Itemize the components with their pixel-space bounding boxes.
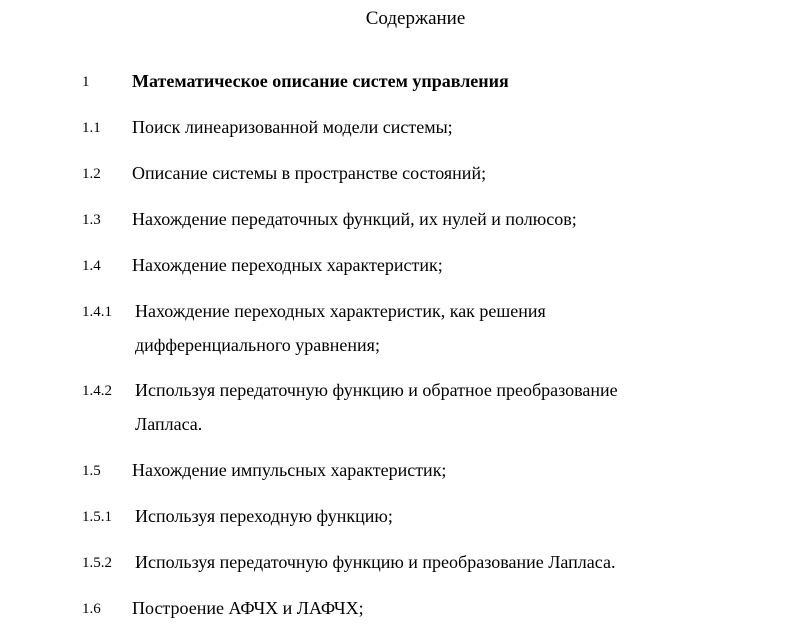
toc-entry-text-line-2: Лапласа. bbox=[135, 414, 203, 434]
toc-entry-number: 1.4.1 bbox=[82, 304, 112, 320]
toc-entry-text: Нахождение переходных характеристик; bbox=[132, 255, 443, 275]
toc-entry-text: Используя передаточную функцию и преобразование Лапласа. bbox=[135, 552, 616, 572]
toc-entry-text-line-1: Нахождение переходных характеристик, как решения bbox=[135, 301, 546, 321]
toc-entry-text: Поиск линеаризованной модели системы; bbox=[132, 117, 453, 137]
toc-entry-number: 1.3 bbox=[82, 212, 101, 228]
toc-entry-text bbox=[135, 294, 546, 362]
toc-entry-text: Построение АФЧХ и ЛАФЧХ; bbox=[132, 598, 364, 618]
toc-entry-number: 1.2 bbox=[82, 166, 101, 182]
toc-title: Содержание bbox=[365, 8, 466, 29]
toc-entry-number: 1.5.2 bbox=[82, 555, 112, 571]
toc-entry-text: Используя переходную функцию; bbox=[135, 506, 393, 526]
toc-entry-number: 1.4 bbox=[82, 258, 101, 274]
toc-entry-text bbox=[135, 373, 618, 441]
toc-entry-number: 1.5 bbox=[82, 463, 101, 479]
toc-entry-text: Нахождение импульсных характеристик; bbox=[132, 460, 447, 480]
toc-entry-text: Описание системы в пространстве состояний; bbox=[132, 163, 487, 183]
toc-entry-text-line-2: дифференциального уравнения; bbox=[135, 335, 380, 355]
toc-entry-number: 1.1 bbox=[82, 120, 101, 136]
toc-entry-number: 1.4.2 bbox=[82, 383, 112, 399]
toc-entry-text-line-1: Используя передаточную функцию и обратное преобразование bbox=[135, 380, 618, 400]
toc-entry-number: 1.5.1 bbox=[82, 509, 112, 525]
toc-entry-number: 1.6 bbox=[82, 601, 101, 617]
toc-entry-number: 1 bbox=[82, 74, 90, 90]
toc-entry-text: Нахождение передаточных функций, их нулей и полюсов; bbox=[132, 209, 577, 229]
toc-entry-text: Математическое описание систем управления bbox=[132, 71, 509, 91]
